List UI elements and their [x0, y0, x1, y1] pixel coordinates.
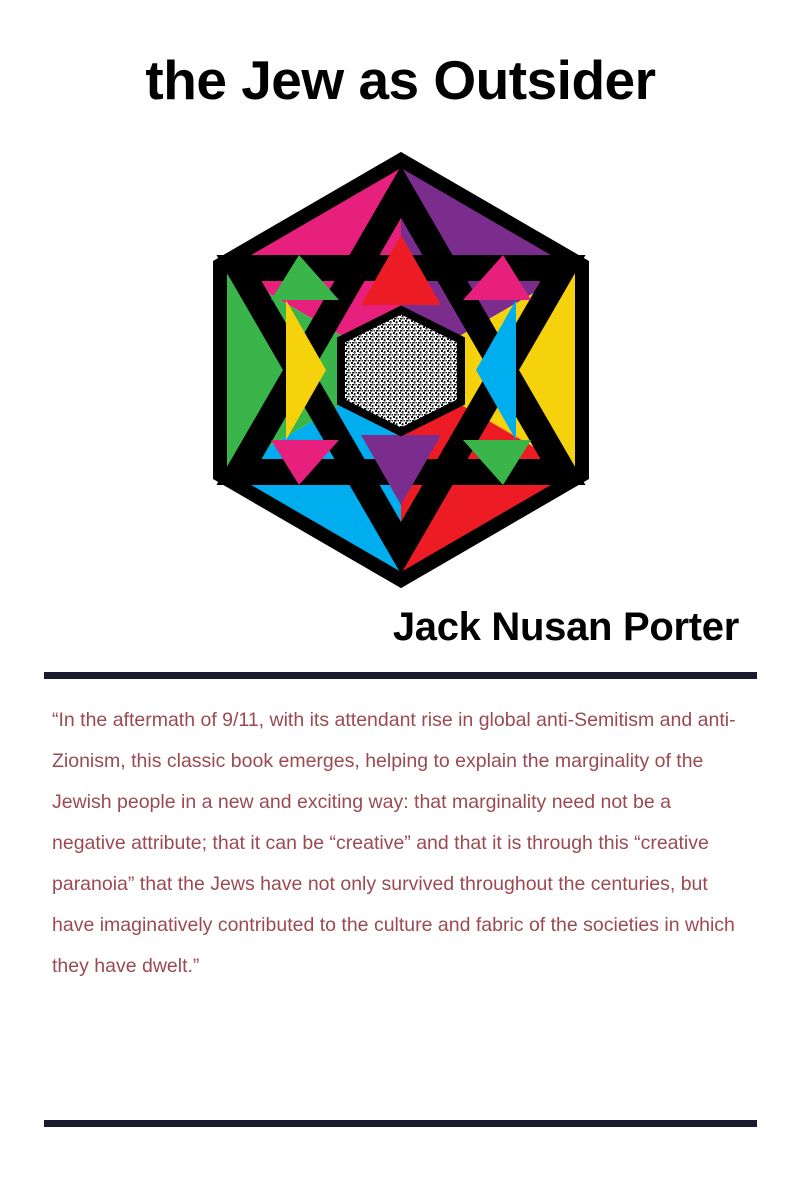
book-author: Jack Nusan Porter — [392, 605, 739, 649]
center-speckle-hexagon — [341, 310, 461, 432]
divider-bottom — [44, 1120, 757, 1127]
cover-blurb — [52, 700, 749, 987]
book-title: the Jew as Outsider — [145, 49, 656, 111]
star-of-david-icon — [171, 140, 631, 600]
divider-top — [44, 672, 757, 679]
cover-artwork — [171, 140, 631, 600]
cover-blurb-text: “In the aftermath of 9/11, with its attendant rise in global anti-Semitism and anti-Zionism, this classic book emerges, helping to explain the marginality of the Jewish people in a new and exciting way: that marginality need not be a negative attribute; that it can be “creative” and that it is through this “creative paranoia” that the Jews have not only survived throughout the centuries, but have imaginatively contributed to the culture and fabric of the societies in which they have dwelt.” — [52, 709, 736, 977]
